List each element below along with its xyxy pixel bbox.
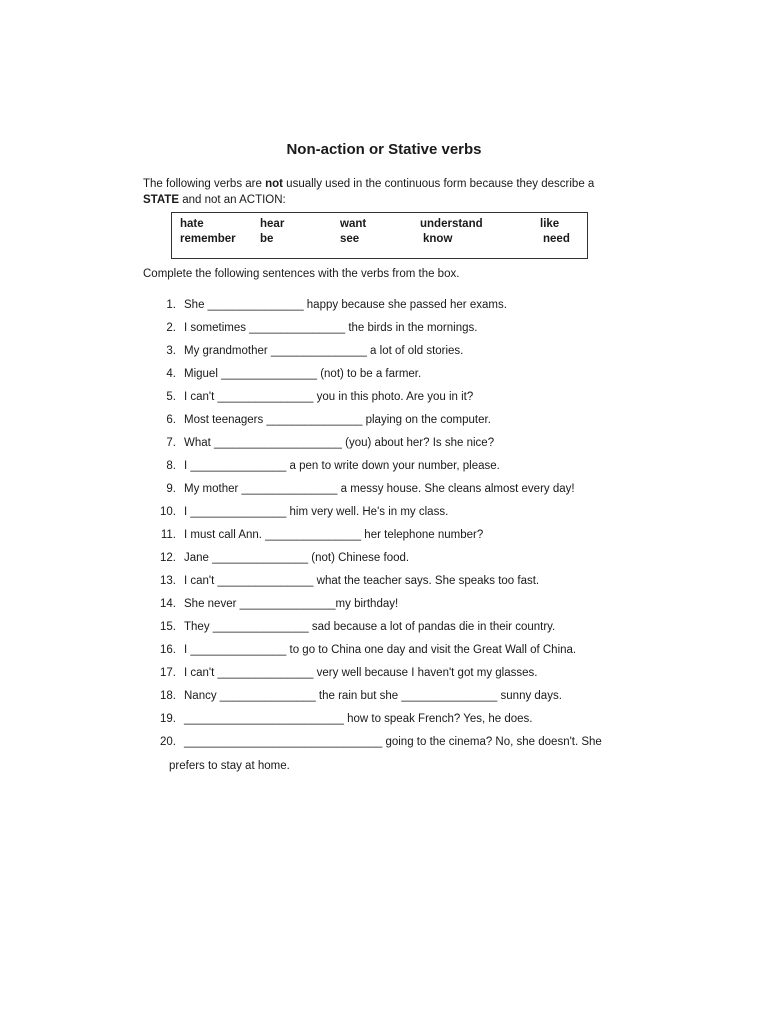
item-number: 6.: [166, 414, 176, 426]
item-number: 13.: [160, 575, 176, 587]
item-number: 2.: [166, 322, 176, 334]
verb-item: like: [540, 218, 560, 230]
intro-bold-not: not: [265, 178, 283, 190]
sentence-text: I _______________ him very well. He's in my class.: [184, 506, 449, 518]
item-number: 9.: [166, 483, 176, 495]
sentence-text: They _______________ sad because a lot of pandas die in their country.: [184, 621, 556, 633]
page-title: Non-action or Stative verbs: [286, 141, 482, 158]
item-number: 5.: [166, 391, 176, 403]
intro-text-3: and not an ACTION:: [179, 194, 286, 206]
sentence-text: _________________________ how to speak French? Yes, he does.: [184, 713, 533, 725]
intro-text-1: The following verbs are: [143, 178, 266, 190]
sentence-text: I _______________ a pen to write down your number, please.: [184, 460, 500, 472]
item-number: 18.: [160, 690, 176, 702]
sentence-text: She _______________ happy because she passed her exams.: [184, 299, 507, 311]
sentence-text: She never _______________my birthday!: [184, 598, 399, 610]
verb-item: want: [340, 218, 367, 230]
item-number: 14.: [160, 598, 176, 610]
sentence-text: Jane _______________ (not) Chinese food.: [184, 552, 410, 564]
item-number: 15.: [160, 621, 176, 633]
sentence-text: Nancy _______________ the rain but she _______________ sunny days.: [184, 690, 562, 702]
item-number: 11.: [160, 529, 176, 541]
task-instruction: Complete the following sentences with the verbs from the box.: [143, 268, 460, 280]
intro-text-2: usually used in the continuous form because they describe a: [282, 178, 595, 190]
item-number: 17.: [160, 667, 176, 679]
verb-item: understand: [420, 218, 483, 230]
item-number: 4.: [166, 368, 176, 380]
sentence-text: I sometimes _______________ the birds in the mornings.: [184, 322, 478, 334]
verb-item: be: [260, 233, 274, 245]
sentence-text: I must call Ann. _______________ her telephone number?: [184, 529, 484, 541]
sentence-text: I can't _______________ very well because I haven't got my glasses.: [184, 667, 538, 679]
intro-paragraph: [143, 176, 633, 208]
sentence-text: Most teenagers _______________ playing on the computer.: [184, 414, 491, 426]
item-number: 7.: [166, 437, 176, 449]
sentence-continuation: prefers to stay at home.: [169, 760, 290, 772]
intro-bold-state: STATE: [143, 194, 179, 206]
verb-item: hate: [180, 218, 204, 230]
verb-item: know: [423, 233, 453, 245]
item-number: 12.: [160, 552, 176, 564]
verb-item: hear: [260, 218, 285, 230]
item-number: 10.: [160, 506, 176, 518]
item-number: 8.: [166, 460, 176, 472]
verb-item: remember: [180, 233, 236, 245]
sentence-text: I _______________ to go to China one day and visit the Great Wall of China.: [184, 644, 577, 656]
sentence-text: Miguel _______________ (not) to be a farmer.: [184, 368, 422, 380]
sentence-text: My grandmother _______________ a lot of old stories.: [184, 345, 464, 357]
verb-box: [171, 212, 588, 259]
item-number: 3.: [166, 345, 176, 357]
verb-item: see: [340, 233, 360, 245]
item-number: 19.: [160, 713, 176, 725]
sentence-text: My mother _______________ a messy house. She cleans almost every day!: [184, 483, 575, 495]
sentence-text: I can't _______________ what the teacher says. She speaks too fast.: [184, 575, 540, 587]
verb-item: need: [543, 233, 570, 245]
sentence-text: _______________________________ going to the cinema? No, she doesn't. She: [184, 736, 602, 748]
item-number: 16.: [160, 644, 176, 656]
sentence-text: I can't _______________ you in this photo. Are you in it?: [184, 391, 474, 403]
item-number: 1.: [166, 299, 176, 311]
item-number: 20.: [160, 736, 176, 748]
sentence-text: What ____________________ (you) about her? Is she nice?: [184, 437, 495, 449]
